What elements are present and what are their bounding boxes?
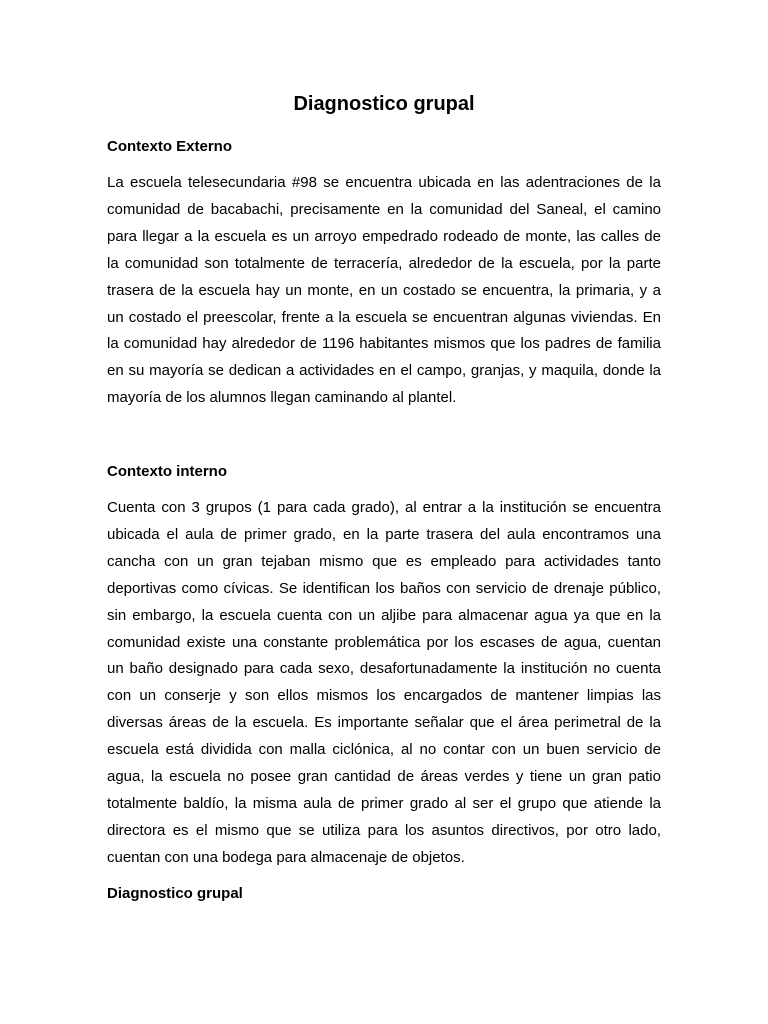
section-body-contexto-externo: La escuela telesecundaria #98 se encuentra ubicada en las adentraciones de la comunidad de bacabachi, precisamente en la comunidad del Saneal, el camino para llegar a la escuela es un arroyo empedrado rodeado de monte, las calles de la comunidad son totalmente de terracería, alrededor de la escuela, por la parte trasera de la escuela hay un monte, en un costado se encuentra, la primaria, y a un costado el preescolar, frente a la escuela se encuentran algunas viviendas. En la comunidad hay alrededor de 1196 habitantes mismos que los padres de familia en su mayoría se dedican a actividades en el campo, granjas, y maquila, donde la mayoría de los alumnos llegan caminando al plantel. xyxy=(107,174,661,407)
document-title: Diagnostico grupal xyxy=(293,93,475,115)
section-heading-contexto-interno: Contexto interno xyxy=(107,463,227,480)
section-heading-diagnostico-grupal: Diagnostico grupal xyxy=(107,885,243,902)
section-body-contexto-interno: Cuenta con 3 grupos (1 para cada grado), al entrar a la institución se encuentra ubicada el aula de primer grado, en la parte trasera del aula encontramos una cancha con un gran tejaban mismo que es empleado para actividades tanto deportivas como cívicas. Se identifican los baños con servicio de drenaje público, sin embargo, la escuela cuenta con un aljibe para almacenar agua ya que en la comunidad existe una constante problemática por los escases de agua, cuentan un baño designado para cada sexo, desafortunadamente la institución no cuenta con un conserje y son ellos mismos los encargados de mantener limpias las diversas áreas de la escuela. Es importante señalar que el área perimetral de la escuela está dividida con malla ciclónica, al no contar con un buen servicio de agua, la escuela no posee gran cantidad de áreas verdes y tiene un gran patio totalmente baldío, la misma aula de primer grado al ser el grupo que atiende la directora es el mismo que se utiliza para los asuntos directivos, por otro lado, cuentan con una bodega para almacenaje de objetos. xyxy=(107,499,661,866)
section-heading-contexto-externo: Contexto Externo xyxy=(107,138,233,155)
